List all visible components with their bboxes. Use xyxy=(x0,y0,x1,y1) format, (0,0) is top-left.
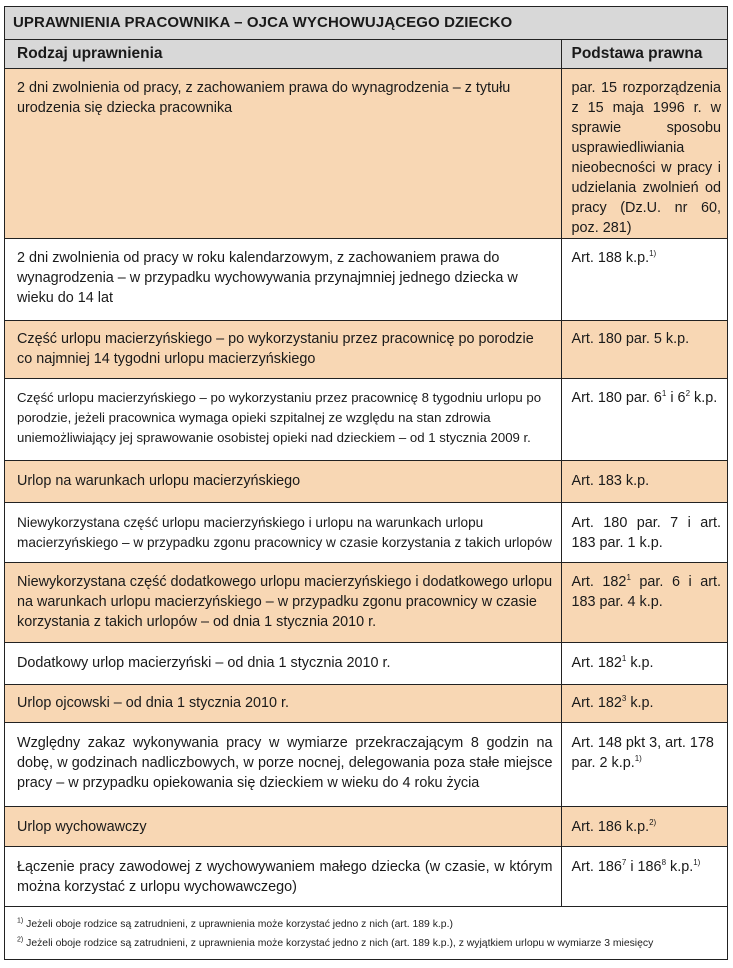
table-row xyxy=(5,807,727,847)
table-row xyxy=(5,563,727,643)
legal-basis-text: i 6 xyxy=(666,390,686,406)
legal-basis-cell xyxy=(561,723,727,807)
entitlements-table-panel xyxy=(4,6,728,960)
footnotes xyxy=(5,907,727,959)
table-row xyxy=(5,685,727,723)
entitlement-cell: Urlop wychowawczy xyxy=(5,807,561,847)
legal-basis-text: k.p. xyxy=(626,655,654,671)
table-row xyxy=(5,69,727,239)
entitlement-cell: Część urlopu macierzyńskiego – po wykorzystaniu przez pracownicę po porodzie co najmniej 14 tygodni urlopu macierzyńskiego xyxy=(5,321,561,379)
legal-basis-text: k.p. xyxy=(666,859,694,875)
superscript: 3 xyxy=(621,694,627,704)
legal-basis-cell: Art. 183 k.p. xyxy=(561,461,727,503)
header-entitlement-type: Rodzaj uprawnienia xyxy=(5,40,561,69)
footnote-text: Jeżeli oboje rodzice są zatrudnieni, z uprawnienia może korzystać jedno z nich (art. 189 k.p.), z wyjątkiem urlopu w wymiarze 3 miesięcy xyxy=(23,938,654,949)
footnote-2 xyxy=(17,934,727,953)
entitlements-table xyxy=(5,40,727,907)
legal-basis-text: Art. 182 xyxy=(571,574,627,590)
legal-basis-text: Art. 188 k.p. xyxy=(571,250,650,266)
entitlement-cell: Część urlopu macierzyńskiego – po wykorzystaniu przez pracownicę 8 tygodniu urlopu po porodzie, jeżeli pracownica wymaga opieki szpitalnej ze względu na stan zdrowia uniemożliwiający jej sprawowanie osobistej opieki nad dzieckiem – od 1 stycznia 2009 r. xyxy=(5,379,561,461)
table-title: UPRAWNIENIA PRACOWNIKA – OJCA WYCHOWUJĄCEGO DZIECKO xyxy=(5,7,727,40)
footnote-text: Jeżeli oboje rodzice są zatrudnieni, z uprawnienia może korzystać jedno z nich (art. 189 k.p.) xyxy=(23,919,453,930)
legal-basis-text: k.p. xyxy=(690,390,718,406)
footnote-ref: 1) xyxy=(693,858,701,868)
legal-basis-cell xyxy=(561,563,727,643)
superscript: 8 xyxy=(661,858,667,868)
legal-basis-text: par. 6 i art. 183 par. 4 k.p. xyxy=(571,574,721,610)
legal-basis-text: Art. 186 xyxy=(571,859,622,875)
legal-basis-cell: Art. 180 par. 5 k.p. xyxy=(561,321,727,379)
entitlement-cell: 2 dni zwolnienia od pracy, z zachowaniem prawa do wynagrodzenia – z tytułu urodzenia się dziecka pracownika xyxy=(5,69,561,239)
legal-basis-cell: Art. 180 par. 7 i art. 183 par. 1 k.p. xyxy=(561,503,727,563)
legal-basis-text: Art. 180 par. 6 xyxy=(571,390,662,406)
legal-basis-cell xyxy=(561,807,727,847)
superscript: 1 xyxy=(626,573,631,583)
entitlement-cell: Niewykorzystana część urlopu macierzyńskiego i urlopu na warunkach urlopu macierzyńskiego – w przypadku zgonu pracownicy w czasie korzystania z takich urlopów xyxy=(5,503,561,563)
legal-basis-text: k.p. xyxy=(626,695,654,711)
footnote-ref: 1) xyxy=(649,249,657,259)
footnote-1 xyxy=(17,915,727,934)
table-row xyxy=(5,643,727,685)
legal-basis-cell xyxy=(561,847,727,907)
entitlement-cell: Względny zakaz wykonywania pracy w wymiarze przekraczającym 8 godzin na dobę, w godzinach nadliczbowych, w porze nocnej, delegowania poza stałe miejsce pracy – w przypadku opiekowania się dzieckiem w wieku do 4 roku życia xyxy=(5,723,561,807)
legal-basis-cell: par. 15 rozporządzenia z 15 maja 1996 r. w sprawie sposobu usprawiedliwiania nieobecności w pracy i udzielania zwolnień od pracy (Dz.U. nr 60, poz. 281) xyxy=(561,69,727,239)
entitlement-cell: Dodatkowy urlop macierzyński – od dnia 1 stycznia 2010 r. xyxy=(5,643,561,685)
header-legal-basis: Podstawa prawna xyxy=(561,40,727,69)
table-row xyxy=(5,503,727,563)
header-row xyxy=(5,40,727,69)
entitlement-cell: Urlop ojcowski – od dnia 1 stycznia 2010 r. xyxy=(5,685,561,723)
table-row xyxy=(5,461,727,503)
entitlement-cell: Urlop na warunkach urlopu macierzyńskiego xyxy=(5,461,561,503)
table-row xyxy=(5,321,727,379)
footnote-mark: 1) xyxy=(17,917,24,925)
entitlement-cell: Niewykorzystana część dodatkowego urlopu macierzyńskiego i dodatkowego urlopu na warunkach urlopu macierzyńskiego – w przypadku zgonu pracownicy w czasie korzystania z takich urlopów – od dnia 1 stycznia 2010 r. xyxy=(5,563,561,643)
legal-basis-cell xyxy=(561,643,727,685)
legal-basis-cell xyxy=(561,685,727,723)
footnote-ref: 2) xyxy=(649,818,657,828)
legal-basis-text: Art. 186 k.p. xyxy=(571,819,650,835)
legal-basis-text: i 186 xyxy=(626,859,662,875)
superscript: 7 xyxy=(621,858,627,868)
legal-basis-text: Art. 182 xyxy=(571,655,622,671)
footnote-mark: 2) xyxy=(17,936,24,944)
table-row xyxy=(5,847,727,907)
entitlement-cell: 2 dni zwolnienia od pracy w roku kalendarzowym, z zachowaniem prawa do wynagrodzenia – w przypadku wychowywania przynajmniej jednego dziecka w wieku do 14 lat xyxy=(5,239,561,321)
entitlement-cell: Łączenie pracy zawodowej z wychowywaniem małego dziecka (w czasie, w którym można korzystać z urlopu wychowawczego) xyxy=(5,847,561,907)
superscript: 2 xyxy=(685,389,691,399)
table-row xyxy=(5,379,727,461)
table-row xyxy=(5,239,727,321)
table-row xyxy=(5,723,727,807)
footnote-ref: 1) xyxy=(634,754,642,764)
legal-basis-text: Art. 148 pkt 3, art. 178 par. 2 k.p. xyxy=(571,735,714,771)
legal-basis-text: Art. 182 xyxy=(571,695,622,711)
legal-basis-cell xyxy=(561,379,727,461)
legal-basis-cell xyxy=(561,239,727,321)
superscript: 1 xyxy=(661,389,667,399)
superscript: 1 xyxy=(621,654,627,664)
